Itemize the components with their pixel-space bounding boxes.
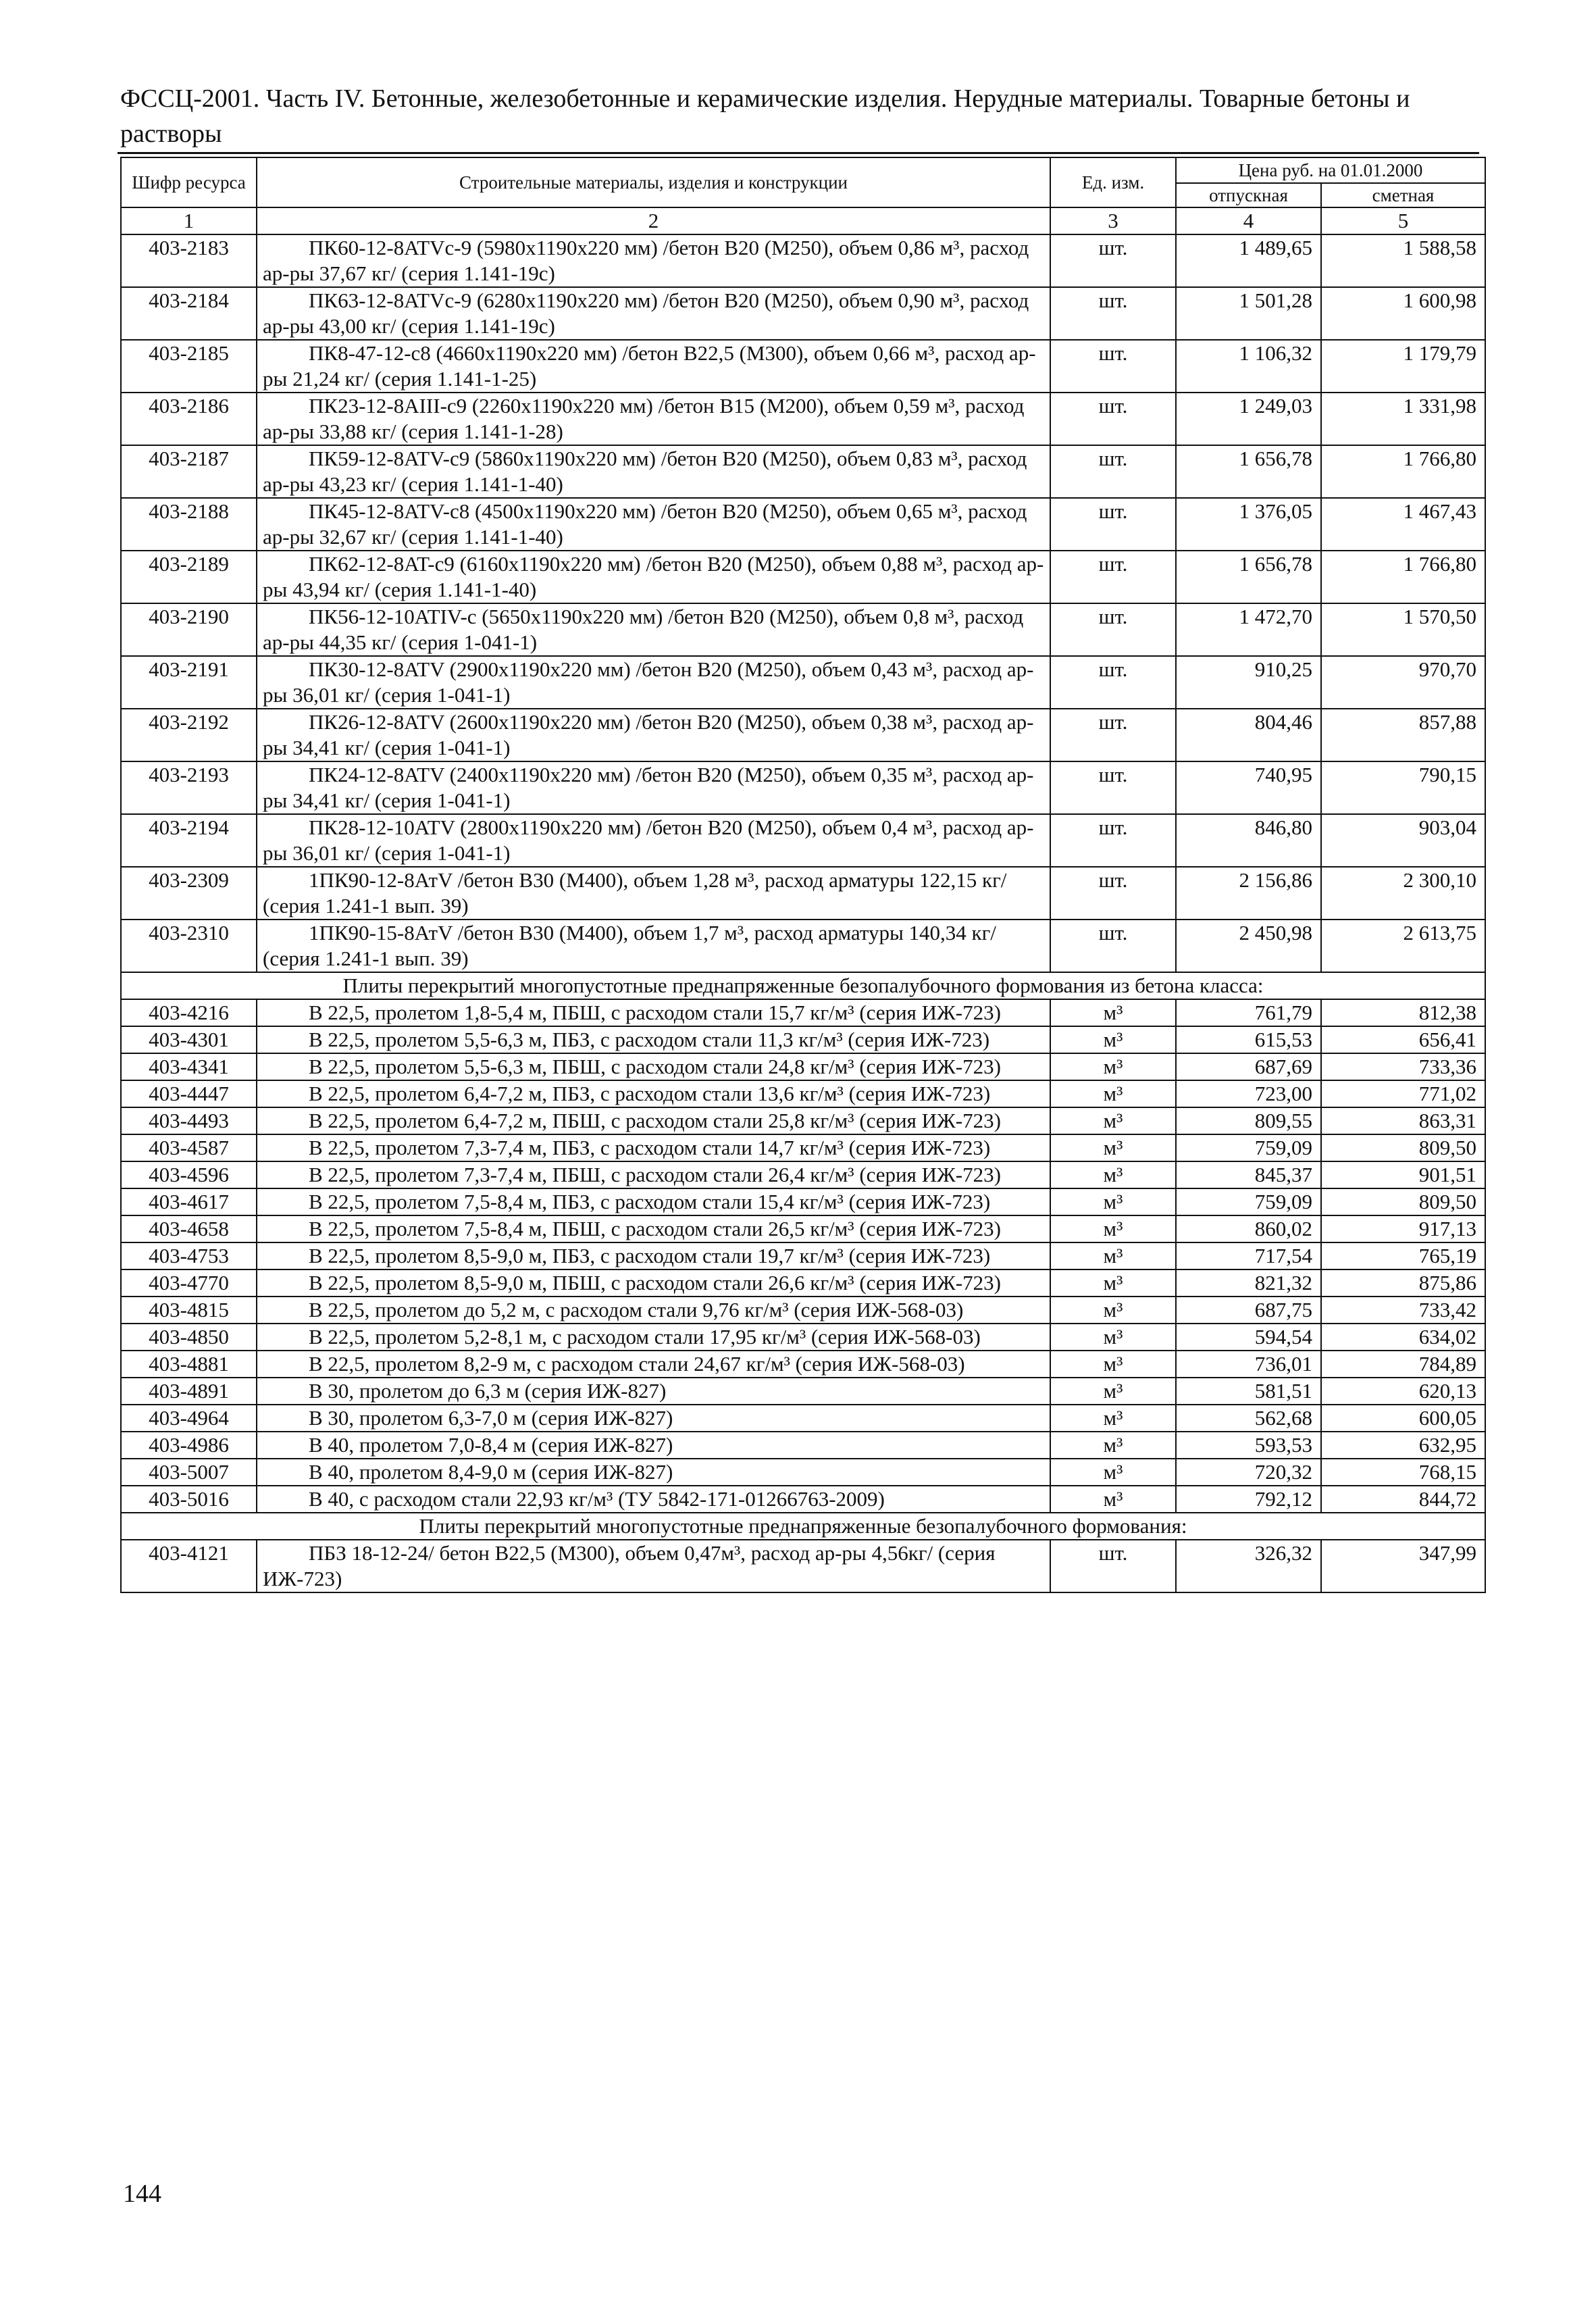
unit-of-measure: шт. <box>1050 814 1176 867</box>
estimate-price: 1 179,79 <box>1321 340 1485 393</box>
table-row <box>121 1486 1485 1513</box>
table-row <box>121 340 1485 393</box>
unit-of-measure: м³ <box>1050 1107 1176 1134</box>
estimate-price: 632,95 <box>1321 1432 1485 1459</box>
unit-of-measure: шт. <box>1050 709 1176 761</box>
material-name: ПК8-47-12-с8 (4660x1190x220 мм) /бетон В22,5 (М300), объем 0,66 м³, расход ар-ры 21,24 кг/ (серия 1.141-1-25) <box>257 340 1050 393</box>
release-price: 792,12 <box>1176 1486 1321 1513</box>
release-price: 720,32 <box>1176 1459 1321 1486</box>
estimate-price: 875,86 <box>1321 1269 1485 1297</box>
page-title: ФССЦ-2001. Часть IV. Бетонные, железобетонные и керамические изделия. Нерудные материалы. Товарные бетоны и растворы <box>120 81 1471 151</box>
unit-of-measure: м³ <box>1050 1134 1176 1161</box>
unit-of-measure: шт. <box>1050 498 1176 551</box>
table-row <box>121 445 1485 498</box>
unit-of-measure: м³ <box>1050 1459 1176 1486</box>
material-name: ПК63-12-8ATVc-9 (6280x1190x220 мм) /бетон В20 (М250), объем 0,90 м³, расход ар-ры 43,00 кг/ (серия 1.141-19с) <box>257 287 1050 340</box>
table-row <box>121 1242 1485 1269</box>
release-price: 846,80 <box>1176 814 1321 867</box>
table-row <box>121 1161 1485 1188</box>
material-name: В 40, пролетом 7,0-8,4 м (серия ИЖ-827) <box>257 1432 1050 1459</box>
release-price: 717,54 <box>1176 1242 1321 1269</box>
release-price: 687,69 <box>1176 1053 1321 1080</box>
release-price: 809,55 <box>1176 1107 1321 1134</box>
resource-code: 403-4596 <box>121 1161 257 1188</box>
unit-of-measure: м³ <box>1050 1486 1176 1513</box>
resource-code: 403-2190 <box>121 603 257 656</box>
estimate-price: 1 588,58 <box>1321 234 1485 287</box>
unit-of-measure: шт. <box>1050 393 1176 445</box>
release-price: 759,09 <box>1176 1188 1321 1215</box>
table-row <box>121 814 1485 867</box>
table-row <box>121 1188 1485 1215</box>
unit-of-measure: шт. <box>1050 445 1176 498</box>
estimate-price: 765,19 <box>1321 1242 1485 1269</box>
material-name: ПБЗ 18-12-24/ бетон В22,5 (М300), объем 0,47м³, расход ар-ры 4,56кг/ (серия ИЖ-723) <box>257 1540 1050 1592</box>
estimate-price: 733,42 <box>1321 1297 1485 1324</box>
material-name: В 22,5, пролетом 6,4-7,2 м, ПБШ, с расходом стали 25,8 кг/м³ (серия ИЖ-723) <box>257 1107 1050 1134</box>
table-row <box>121 1026 1485 1053</box>
release-price: 326,32 <box>1176 1540 1321 1592</box>
resource-code: 403-4964 <box>121 1405 257 1432</box>
release-price: 2 450,98 <box>1176 920 1321 972</box>
table-row <box>121 1053 1485 1080</box>
material-name: 1ПК90-15-8АтV /бетон В30 (М400), объем 1,7 м³, расход арматуры 140,34 кг/ (серия 1.241-1 вып. 39) <box>257 920 1050 972</box>
estimate-price: 863,31 <box>1321 1107 1485 1134</box>
release-price: 821,32 <box>1176 1269 1321 1297</box>
resource-code: 403-4121 <box>121 1540 257 1592</box>
resource-code: 403-2183 <box>121 234 257 287</box>
release-price: 1 249,03 <box>1176 393 1321 445</box>
release-price: 845,37 <box>1176 1161 1321 1188</box>
material-name: ПК59-12-8ATV-c9 (5860x1190x220 мм) /бетон В20 (М250), объем 0,83 м³, расход ар-ры 43,23 кг/ (серия 1.141-1-40) <box>257 445 1050 498</box>
table-row <box>121 551 1485 603</box>
release-price: 1 106,32 <box>1176 340 1321 393</box>
resource-code: 403-2185 <box>121 340 257 393</box>
unit-of-measure: шт. <box>1050 656 1176 709</box>
unit-of-measure: шт. <box>1050 761 1176 814</box>
material-name: В 22,5, пролетом 7,5-8,4 м, ПБЗ, с расходом стали 15,4 кг/м³ (серия ИЖ-723) <box>257 1188 1050 1215</box>
material-name: ПК30-12-8ATV (2900x1190x220 мм) /бетон В20 (М250), объем 0,43 м³, расход ар-ры 36,01 кг/ (серия 1-041-1) <box>257 656 1050 709</box>
header-price: Цена руб. на 01.01.2000 <box>1176 157 1485 183</box>
estimate-price: 1 467,43 <box>1321 498 1485 551</box>
material-name: ПК24-12-8ATV (2400x1190x220 мм) /бетон В20 (М250), объем 0,35 м³, расход ар-ры 34,41 кг/ (серия 1-041-1) <box>257 761 1050 814</box>
estimate-price: 771,02 <box>1321 1080 1485 1107</box>
estimate-price: 809,50 <box>1321 1134 1485 1161</box>
unit-of-measure: м³ <box>1050 1026 1176 1053</box>
resource-code: 403-4850 <box>121 1324 257 1351</box>
release-price: 910,25 <box>1176 656 1321 709</box>
resource-code: 403-4341 <box>121 1053 257 1080</box>
unit-of-measure: м³ <box>1050 1242 1176 1269</box>
resource-code: 403-2309 <box>121 867 257 920</box>
column-number: 1 <box>121 207 257 234</box>
material-name: В 22,5, пролетом 1,8-5,4 м, ПБШ, с расходом стали 15,7 кг/м³ (серия ИЖ-723) <box>257 999 1050 1026</box>
unit-of-measure: м³ <box>1050 1378 1176 1405</box>
resource-code: 403-2192 <box>121 709 257 761</box>
release-price: 562,68 <box>1176 1405 1321 1432</box>
material-name: В 22,5, пролетом 5,5-6,3 м, ПБШ, с расходом стали 24,8 кг/м³ (серия ИЖ-723) <box>257 1053 1050 1080</box>
estimate-price: 970,70 <box>1321 656 1485 709</box>
material-name: В 22,5, пролетом 7,5-8,4 м, ПБШ, с расходом стали 26,5 кг/м³ (серия ИЖ-723) <box>257 1215 1050 1242</box>
release-price: 736,01 <box>1176 1351 1321 1378</box>
unit-of-measure: шт. <box>1050 340 1176 393</box>
page-number: 144 <box>123 2180 161 2208</box>
table-row <box>121 709 1485 761</box>
resource-code: 403-4770 <box>121 1269 257 1297</box>
release-price: 1 489,65 <box>1176 234 1321 287</box>
table-row <box>121 1378 1485 1405</box>
material-name: В 22,5, пролетом 7,3-7,4 м, ПБШ, с расходом стали 26,4 кг/м³ (серия ИЖ-723) <box>257 1161 1050 1188</box>
estimate-price: 347,99 <box>1321 1540 1485 1592</box>
column-number: 4 <box>1176 207 1321 234</box>
resource-code: 403-4658 <box>121 1215 257 1242</box>
table-row <box>121 1297 1485 1324</box>
estimate-price: 768,15 <box>1321 1459 1485 1486</box>
estimate-price: 634,02 <box>1321 1324 1485 1351</box>
material-name: В 22,5, пролетом 7,3-7,4 м, ПБЗ, с расходом стали 14,7 кг/м³ (серия ИЖ-723) <box>257 1134 1050 1161</box>
unit-of-measure: м³ <box>1050 1080 1176 1107</box>
unit-of-measure: шт. <box>1050 867 1176 920</box>
resource-code: 403-4587 <box>121 1134 257 1161</box>
release-price: 759,09 <box>1176 1134 1321 1161</box>
material-name: ПК28-12-10ATV (2800x1190x220 мм) /бетон В20 (М250), объем 0,4 м³, расход ар-ры 36,01 кг/ (серия 1-041-1) <box>257 814 1050 867</box>
resource-code: 403-4815 <box>121 1297 257 1324</box>
material-name: ПК56-12-10ATIV-c (5650x1190x220 мм) /бетон В20 (М250), объем 0,8 м³, расход ар-ры 44,35 кг/ (серия 1-041-1) <box>257 603 1050 656</box>
material-name: ПК23-12-8АIII-с9 (2260x1190x220 мм) /бетон В15 (М200), объем 0,59 м³, расход ар-ры 33,88 кг/ (серия 1.141-1-28) <box>257 393 1050 445</box>
estimate-price: 2 613,75 <box>1321 920 1485 972</box>
unit-of-measure: м³ <box>1050 1188 1176 1215</box>
unit-of-measure: м³ <box>1050 1432 1176 1459</box>
table-row <box>121 1324 1485 1351</box>
table-row <box>121 1405 1485 1432</box>
unit-of-measure: шт. <box>1050 287 1176 340</box>
table-body <box>121 234 1485 1592</box>
table-row <box>121 1459 1485 1486</box>
table-row <box>121 867 1485 920</box>
estimate-price: 857,88 <box>1321 709 1485 761</box>
unit-of-measure: м³ <box>1050 999 1176 1026</box>
header-estimate-price: сметная <box>1321 183 1485 207</box>
table-row <box>121 1432 1485 1459</box>
resource-code: 403-4881 <box>121 1351 257 1378</box>
group-header-row <box>121 1513 1485 1540</box>
table-row <box>121 287 1485 340</box>
material-name: В 22,5, пролетом 8,2-9 м, с расходом стали 24,67 кг/м³ (серия ИЖ-568-03) <box>257 1351 1050 1378</box>
estimate-price: 1 766,80 <box>1321 551 1485 603</box>
release-price: 593,53 <box>1176 1432 1321 1459</box>
release-price: 594,54 <box>1176 1324 1321 1351</box>
resource-code: 403-2186 <box>121 393 257 445</box>
group-title: Плиты перекрытий многопустотные преднапряженные безопалубочного формования: <box>121 1513 1485 1540</box>
resource-code: 403-2187 <box>121 445 257 498</box>
column-number: 2 <box>257 207 1050 234</box>
resource-code: 403-4986 <box>121 1432 257 1459</box>
column-number: 5 <box>1321 207 1485 234</box>
estimate-price: 600,05 <box>1321 1405 1485 1432</box>
unit-of-measure: шт. <box>1050 234 1176 287</box>
estimate-price: 917,13 <box>1321 1215 1485 1242</box>
resource-code: 403-5007 <box>121 1459 257 1486</box>
estimate-price: 812,38 <box>1321 999 1485 1026</box>
resource-code: 403-4301 <box>121 1026 257 1053</box>
table-row <box>121 1269 1485 1297</box>
release-price: 860,02 <box>1176 1215 1321 1242</box>
estimate-price: 1 331,98 <box>1321 393 1485 445</box>
estimate-price: 733,36 <box>1321 1053 1485 1080</box>
resource-code: 403-2194 <box>121 814 257 867</box>
resource-code: 403-4216 <box>121 999 257 1026</box>
resource-code: 403-2310 <box>121 920 257 972</box>
header-code: Шифр ресурса <box>121 157 257 207</box>
material-name: ПК60-12-8ATVc-9 (5980x1190x220 мм) /бетон В20 (М250), объем 0,86 м³, расход ар-ры 37,67 кг/ (серия 1.141-19с) <box>257 234 1050 287</box>
column-numbers-row <box>121 207 1485 234</box>
table-row <box>121 498 1485 551</box>
release-price: 1 656,78 <box>1176 551 1321 603</box>
resource-code: 403-2189 <box>121 551 257 603</box>
resource-code: 403-2193 <box>121 761 257 814</box>
material-name: В 22,5, пролетом до 5,2 м, с расходом стали 9,76 кг/м³ (серия ИЖ-568-03) <box>257 1297 1050 1324</box>
estimate-price: 784,89 <box>1321 1351 1485 1378</box>
header-unit: Ед. изм. <box>1050 157 1176 207</box>
header-release-price: отпускная <box>1176 183 1321 207</box>
table-row <box>121 1080 1485 1107</box>
material-name: ПК26-12-8ATV (2600x1190x220 мм) /бетон В20 (М250), объем 0,38 м³, расход ар-ры 34,41 кг/ (серия 1-041-1) <box>257 709 1050 761</box>
estimate-price: 809,50 <box>1321 1188 1485 1215</box>
material-name: В 22,5, пролетом 8,5-9,0 м, ПБЗ, с расходом стали 19,7 кг/м³ (серия ИЖ-723) <box>257 1242 1050 1269</box>
material-name: В 22,5, пролетом 5,5-6,3 м, ПБЗ, с расходом стали 11,3 кг/м³ (серия ИЖ-723) <box>257 1026 1050 1053</box>
table-row <box>121 1215 1485 1242</box>
table-row <box>121 920 1485 972</box>
material-name: В 30, пролетом 6,3-7,0 м (серия ИЖ-827) <box>257 1405 1050 1432</box>
release-price: 723,00 <box>1176 1080 1321 1107</box>
table-row <box>121 656 1485 709</box>
estimate-price: 844,72 <box>1321 1486 1485 1513</box>
material-name: 1ПК90-12-8АтV /бетон В30 (М400), объем 1,28 м³, расход арматуры 122,15 кг/ (серия 1.241-1 вып. 39) <box>257 867 1050 920</box>
estimate-price: 1 570,50 <box>1321 603 1485 656</box>
material-name: В 22,5, пролетом 6,4-7,2 м, ПБЗ, с расходом стали 13,6 кг/м³ (серия ИЖ-723) <box>257 1080 1050 1107</box>
table-row <box>121 1351 1485 1378</box>
table-row <box>121 234 1485 287</box>
resource-code: 403-2191 <box>121 656 257 709</box>
resource-code: 403-5016 <box>121 1486 257 1513</box>
unit-of-measure: м³ <box>1050 1053 1176 1080</box>
material-name: ПК62-12-8AT-c9 (6160x1190x220 мм) /бетон В20 (М250), объем 0,88 м³, расход ар-ры 43,94 кг/ (серия 1.141-1-40) <box>257 551 1050 603</box>
release-price: 2 156,86 <box>1176 867 1321 920</box>
release-price: 761,79 <box>1176 999 1321 1026</box>
material-name: ПК45-12-8ATV-c8 (4500x1190x220 мм) /бетон В20 (М250), объем 0,65 м³, расход ар-ры 32,67 кг/ (серия 1.141-1-40) <box>257 498 1050 551</box>
release-price: 740,95 <box>1176 761 1321 814</box>
release-price: 1 501,28 <box>1176 287 1321 340</box>
price-table <box>120 157 1486 1593</box>
table-row <box>121 393 1485 445</box>
material-name: В 30, пролетом до 6,3 м (серия ИЖ-827) <box>257 1378 1050 1405</box>
unit-of-measure: м³ <box>1050 1351 1176 1378</box>
estimate-price: 656,41 <box>1321 1026 1485 1053</box>
group-title: Плиты перекрытий многопустотные преднапряженные безопалубочного формования из бетона класса: <box>121 972 1485 999</box>
resource-code: 403-4753 <box>121 1242 257 1269</box>
material-name: В 22,5, пролетом 8,5-9,0 м, ПБШ, с расходом стали 26,6 кг/м³ (серия ИЖ-723) <box>257 1269 1050 1297</box>
table-row <box>121 1107 1485 1134</box>
release-price: 1 472,70 <box>1176 603 1321 656</box>
estimate-price: 790,15 <box>1321 761 1485 814</box>
unit-of-measure: шт. <box>1050 920 1176 972</box>
material-name: В 22,5, пролетом 5,2-8,1 м, с расходом стали 17,95 кг/м³ (серия ИЖ-568-03) <box>257 1324 1050 1351</box>
column-number: 3 <box>1050 207 1176 234</box>
material-name: В 40, пролетом 8,4-9,0 м (серия ИЖ-827) <box>257 1459 1050 1486</box>
release-price: 1 656,78 <box>1176 445 1321 498</box>
estimate-price: 2 300,10 <box>1321 867 1485 920</box>
unit-of-measure: м³ <box>1050 1324 1176 1351</box>
resource-code: 403-2184 <box>121 287 257 340</box>
release-price: 615,53 <box>1176 1026 1321 1053</box>
estimate-price: 903,04 <box>1321 814 1485 867</box>
unit-of-measure: м³ <box>1050 1161 1176 1188</box>
estimate-price: 620,13 <box>1321 1378 1485 1405</box>
unit-of-measure: м³ <box>1050 1405 1176 1432</box>
unit-of-measure: м³ <box>1050 1297 1176 1324</box>
table-row <box>121 1540 1485 1592</box>
release-price: 1 376,05 <box>1176 498 1321 551</box>
resource-code: 403-4493 <box>121 1107 257 1134</box>
resource-code: 403-4891 <box>121 1378 257 1405</box>
table-row <box>121 761 1485 814</box>
estimate-price: 1 766,80 <box>1321 445 1485 498</box>
release-price: 687,75 <box>1176 1297 1321 1324</box>
unit-of-measure: м³ <box>1050 1215 1176 1242</box>
estimate-price: 901,51 <box>1321 1161 1485 1188</box>
table-row <box>121 603 1485 656</box>
table-row <box>121 1134 1485 1161</box>
unit-of-measure: шт. <box>1050 1540 1176 1592</box>
material-name: В 40, с расходом стали 22,93 кг/м³ (ТУ 5842-171-01266763-2009) <box>257 1486 1050 1513</box>
release-price: 581,51 <box>1176 1378 1321 1405</box>
unit-of-measure: шт. <box>1050 551 1176 603</box>
resource-code: 403-2188 <box>121 498 257 551</box>
unit-of-measure: шт. <box>1050 603 1176 656</box>
estimate-price: 1 600,98 <box>1321 287 1485 340</box>
header-name: Строительные материалы, изделия и конструкции <box>257 157 1050 207</box>
table-row <box>121 999 1485 1026</box>
unit-of-measure: м³ <box>1050 1269 1176 1297</box>
resource-code: 403-4447 <box>121 1080 257 1107</box>
release-price: 804,46 <box>1176 709 1321 761</box>
resource-code: 403-4617 <box>121 1188 257 1215</box>
group-header-row <box>121 972 1485 999</box>
